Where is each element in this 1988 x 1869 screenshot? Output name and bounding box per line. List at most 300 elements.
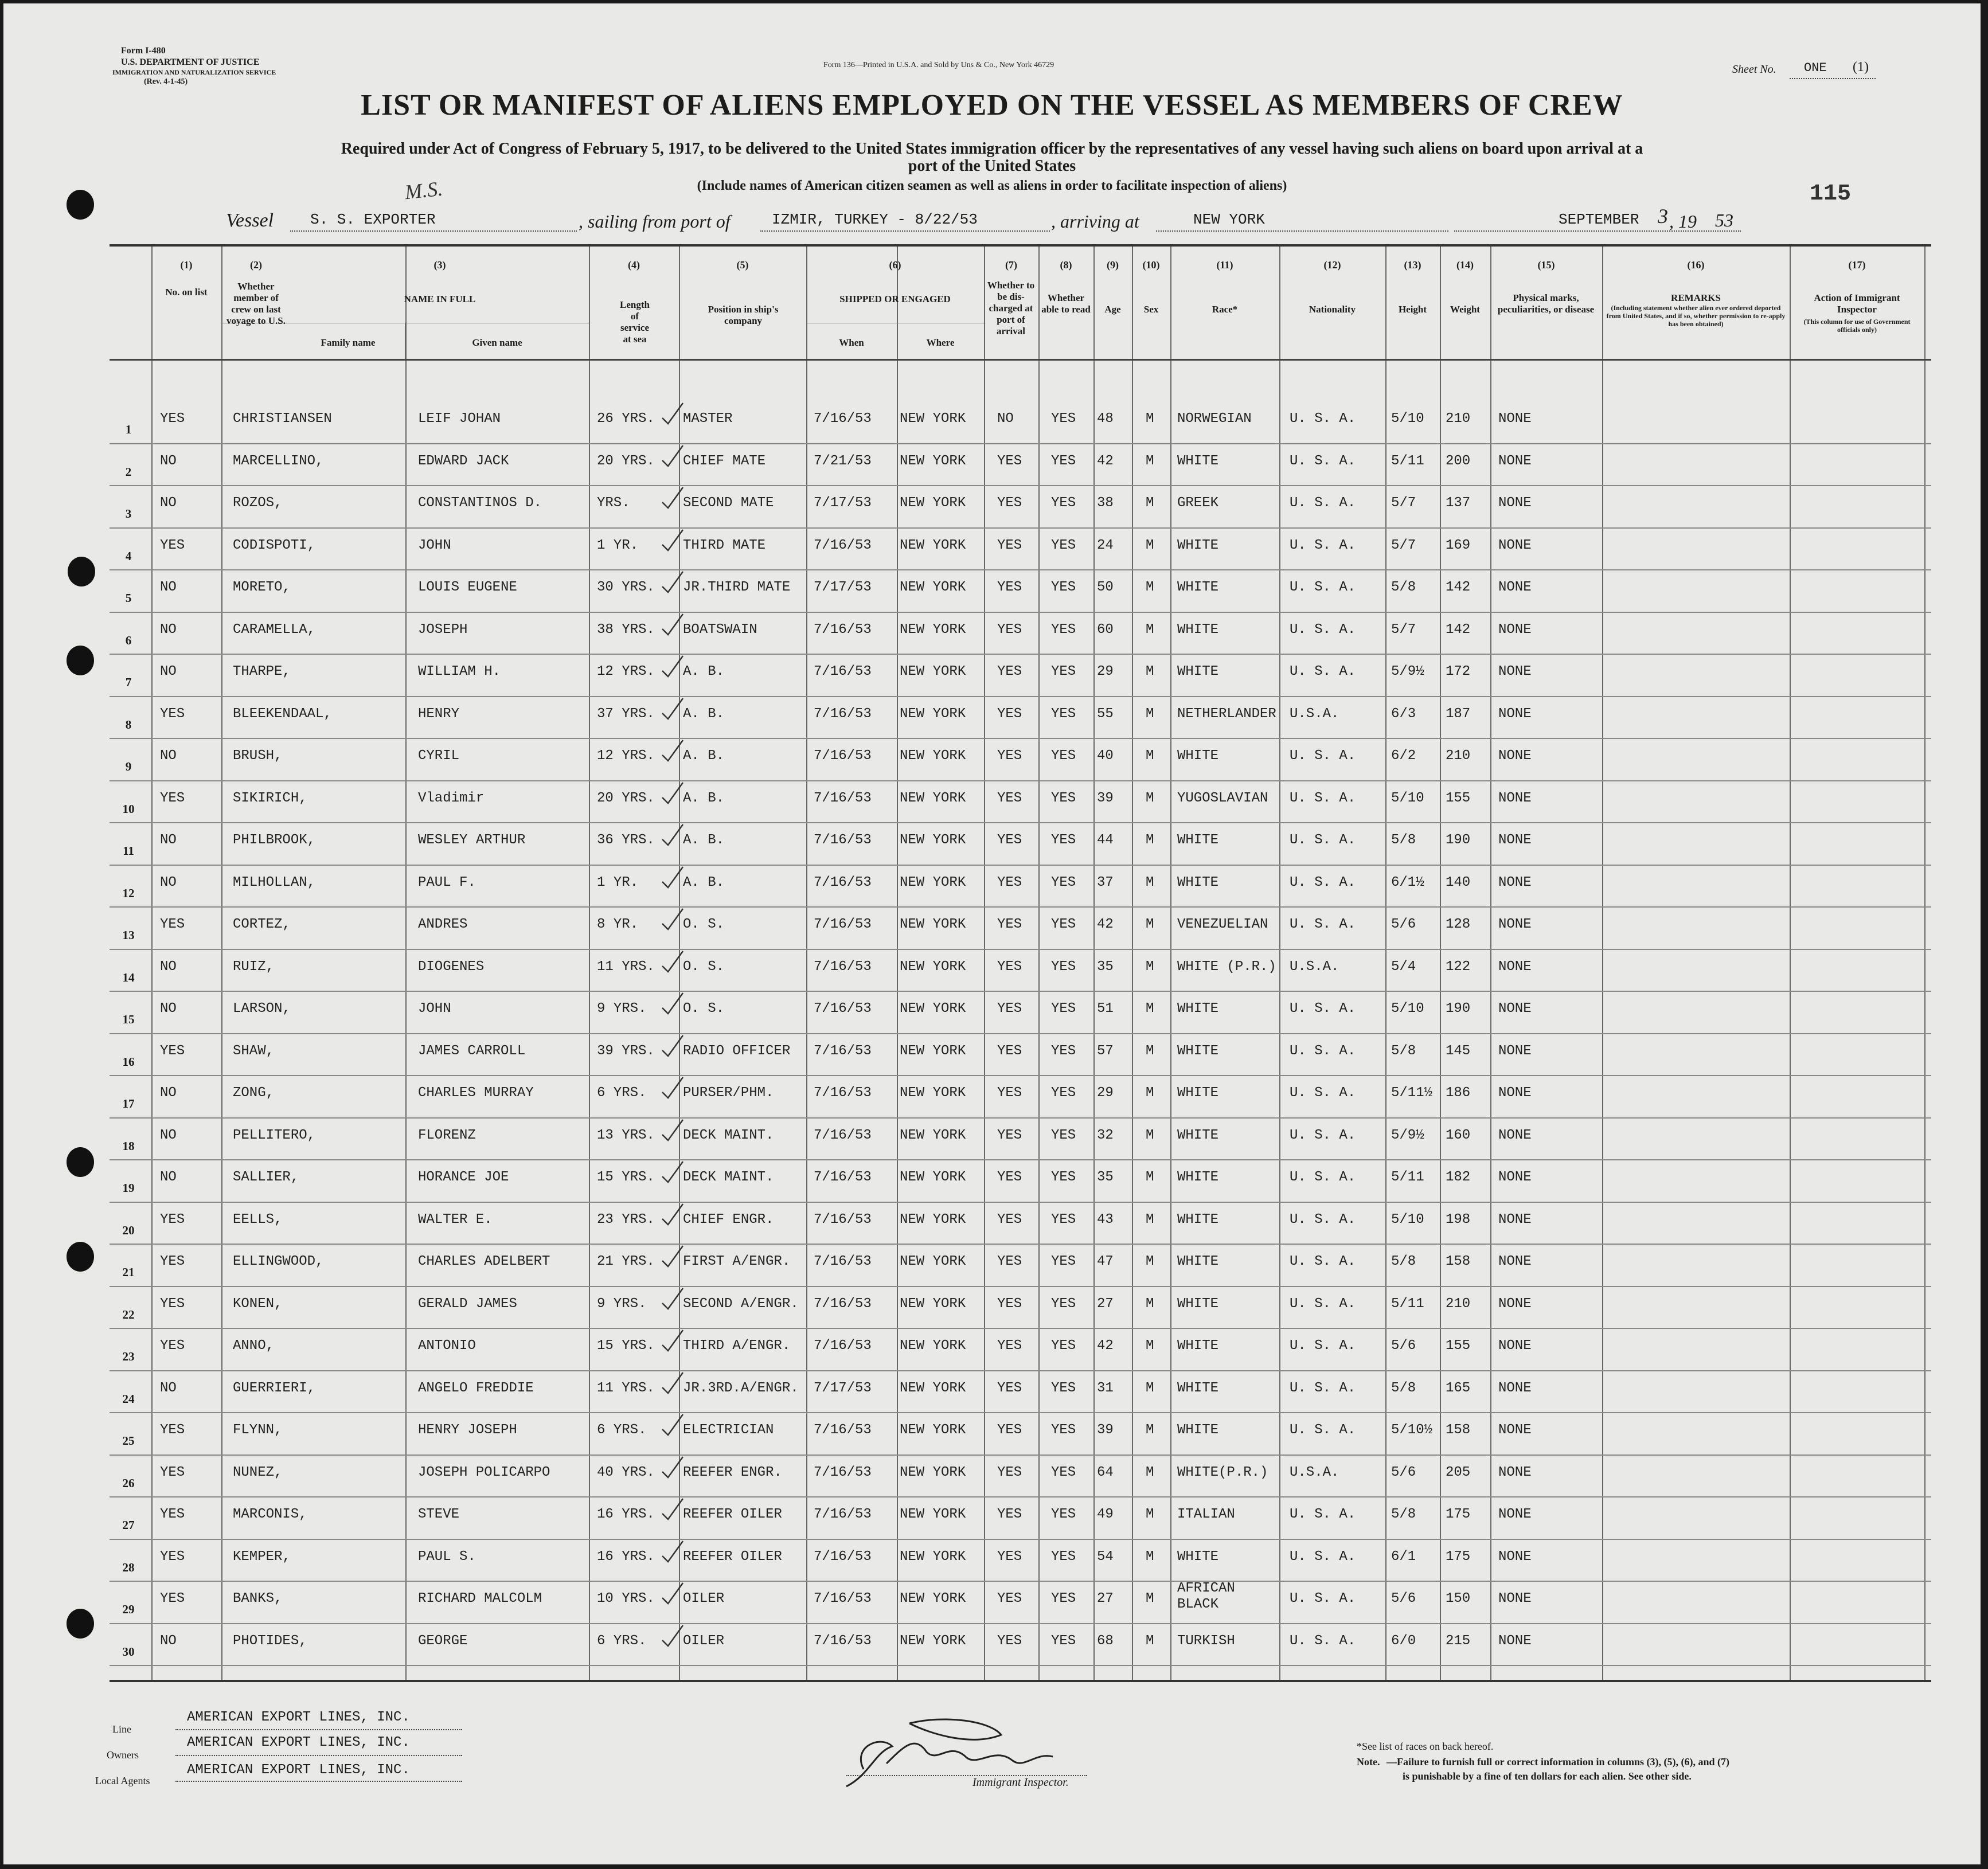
physical-marks-cell: NONE [1498, 790, 1532, 806]
punch-hole [67, 1147, 94, 1177]
able-to-read-cell: YES [1051, 1633, 1076, 1649]
able-to-read-cell: YES [1051, 1464, 1076, 1480]
local-agents-label: Local Agents [95, 1775, 150, 1786]
length-of-service-cell: 36 YRS. [597, 832, 655, 848]
position-cell: OILER [683, 1591, 725, 1606]
last-voyage-cell: NO [160, 664, 177, 679]
physical-marks-cell: NONE [1498, 1127, 1532, 1143]
table-row [110, 952, 1931, 989]
line-value: AMERICAN EXPORT LINES, INC. [187, 1710, 410, 1725]
revision: (Rev. 4-1-45) [144, 77, 188, 86]
table-row [110, 1037, 1931, 1073]
age-cell: 35 [1097, 1170, 1114, 1185]
given-name-cell: CONSTANTINOS D. [418, 495, 542, 511]
position-cell: O. S. [683, 959, 725, 975]
race-cell: WHITE [1177, 621, 1219, 638]
able-to-read-cell: YES [1051, 621, 1076, 638]
sex-cell: M [1146, 411, 1154, 427]
position-cell: RADIO OFFICER [683, 1043, 791, 1059]
shipped-when-cell: 7/16/53 [814, 790, 872, 806]
shipped-where-cell: NEW YORK [900, 959, 966, 975]
last-voyage-cell: NO [160, 1633, 177, 1649]
height-cell: 5/4 [1391, 959, 1416, 975]
nationality-cell: U.S.A. [1290, 706, 1339, 722]
last-voyage-cell: YES [160, 1422, 185, 1438]
row-number: 22 [122, 1307, 135, 1321]
col-13-num: (13) [1404, 259, 1421, 271]
sex-cell: M [1146, 1211, 1154, 1227]
given-name-cell: JOHN [418, 537, 451, 553]
arriving-line [1156, 230, 1448, 232]
table-row [110, 910, 1931, 947]
nationality-cell: U. S. A. [1290, 453, 1356, 469]
col-1-header: No. on list [165, 287, 208, 298]
length-of-service-cell: 15 YRS. [597, 1170, 655, 1185]
arriving-label: , arriving at [1051, 211, 1139, 232]
check-mark-icon [660, 822, 685, 847]
check-mark-icon [660, 612, 685, 637]
col-15-header: Physical marks, peculiarities, or disease [1497, 292, 1595, 315]
shipped-where-cell: NEW YORK [900, 1001, 966, 1016]
height-cell: 6/0 [1391, 1633, 1416, 1649]
nationality-cell: U. S. A. [1290, 1422, 1356, 1438]
able-to-read-cell: YES [1051, 1338, 1076, 1354]
length-of-service-cell: 8 YR. [597, 917, 639, 932]
height-cell: 6/1 [1391, 1549, 1416, 1565]
col-3-given-header: Given name [472, 337, 522, 348]
punch-hole [68, 557, 95, 586]
table-row [110, 573, 1931, 609]
table-row [110, 531, 1931, 568]
race-cell: VENEZUELIAN [1177, 917, 1268, 932]
manifest-sheet [3, 3, 1981, 1864]
length-of-service-cell: 13 YRS. [597, 1127, 655, 1143]
punch-hole [67, 1609, 94, 1639]
age-cell: 51 [1097, 1001, 1114, 1016]
shipped-when-cell: 7/16/53 [814, 1211, 872, 1227]
shipped-where-cell: NEW YORK [900, 1380, 966, 1396]
nationality-cell: U.S.A. [1290, 1464, 1339, 1480]
age-cell: 38 [1097, 495, 1114, 511]
sex-cell: M [1146, 917, 1154, 932]
year-prefix: , 19 [1669, 211, 1697, 232]
nationality-cell: U. S. A. [1290, 1296, 1356, 1312]
able-to-read-cell: YES [1051, 1170, 1076, 1185]
sex-cell: M [1146, 790, 1154, 806]
shipped-where-cell: NEW YORK [900, 1127, 966, 1143]
age-cell: 57 [1097, 1043, 1114, 1059]
age-cell: 42 [1097, 917, 1114, 932]
sex-cell: M [1146, 1043, 1154, 1059]
discharged-cell: YES [997, 1001, 1022, 1016]
length-of-service-cell: YRS. [597, 495, 630, 511]
height-cell: 5/8 [1391, 1043, 1416, 1059]
given-name-cell: ANTONIO [418, 1338, 476, 1354]
vessel-label: Vessel [226, 210, 274, 231]
sailing-from-port: IZMIR, TURKEY - 8/22/53 [772, 211, 978, 228]
subtitle-1: Required under Act of Congress of February 5, 1917, to be delivered to the United States immigration officer by the representatives of any vessel having such aliens on board upon arrival at a [341, 140, 1643, 158]
shipped-where-cell: NEW YORK [900, 1633, 966, 1649]
position-cell: REEFER ENGR. [683, 1464, 782, 1480]
family-name-cell: BANKS, [233, 1591, 283, 1606]
race-cell: WHITE [1177, 1549, 1219, 1565]
vessel-name: S. S. EXPORTER [310, 211, 436, 228]
age-cell: 32 [1097, 1127, 1114, 1143]
shipped-where-cell: NEW YORK [900, 1422, 966, 1438]
position-cell: A. B. [683, 748, 725, 764]
family-name-cell: ELLINGWOOD, [233, 1254, 324, 1269]
check-mark-icon [660, 527, 685, 553]
given-name-cell: WESLEY ARTHUR [418, 832, 526, 848]
last-voyage-cell: NO [160, 453, 177, 469]
last-voyage-cell: YES [160, 790, 185, 806]
able-to-read-cell: YES [1051, 959, 1076, 975]
discharged-cell: YES [997, 1043, 1022, 1059]
inspector-caption: Immigrant Inspector. [972, 1776, 1069, 1789]
discharged-cell: YES [997, 537, 1022, 553]
length-of-service-cell: 10 YRS. [597, 1591, 655, 1606]
position-cell: REEFER OILER [683, 1549, 782, 1565]
weight-cell: 137 [1446, 495, 1471, 511]
nationality-cell: U. S. A. [1290, 874, 1356, 890]
race-cell: WHITE [1177, 1296, 1219, 1312]
shipped-when-cell: 7/16/53 [814, 1633, 872, 1649]
col-6-where-header: Where [926, 337, 955, 348]
arrival-day: 3 [1658, 205, 1668, 228]
sex-cell: M [1146, 453, 1154, 469]
weight-cell: 155 [1446, 1338, 1471, 1354]
able-to-read-cell: YES [1051, 706, 1076, 722]
weight-cell: 210 [1446, 748, 1471, 764]
position-cell: O. S. [683, 917, 725, 932]
weight-cell: 160 [1446, 1127, 1471, 1143]
physical-marks-cell: NONE [1498, 495, 1532, 511]
height-cell: 6/2 [1391, 748, 1416, 764]
able-to-read-cell: YES [1051, 1043, 1076, 1059]
race-cell: WHITE [1177, 1043, 1219, 1059]
weight-cell: 210 [1446, 1296, 1471, 1312]
row-number: 14 [122, 970, 135, 984]
col-8-num: (8) [1060, 259, 1072, 271]
nationality-cell: U. S. A. [1290, 917, 1356, 932]
given-name-cell: LEIF JOHAN [418, 411, 501, 427]
shipped-when-cell: 7/21/53 [814, 453, 872, 469]
sheet-number-paren: (1) [1853, 60, 1869, 75]
nationality-cell: U. S. A. [1290, 748, 1356, 764]
shipped-when-cell: 7/16/53 [814, 1085, 872, 1101]
col-6-num: (6) [889, 259, 901, 271]
able-to-read-cell: YES [1051, 790, 1076, 806]
table-row [110, 657, 1931, 694]
handwritten-annotation: M.S. [404, 177, 444, 204]
check-mark-icon [660, 1117, 685, 1143]
family-name-cell: MARCELLINO, [233, 453, 324, 469]
age-cell: 24 [1097, 537, 1114, 553]
shipped-where-cell: NEW YORK [900, 1254, 966, 1269]
discharged-cell: YES [997, 1338, 1022, 1354]
position-cell: MASTER [683, 411, 733, 427]
height-cell: 5/8 [1391, 1507, 1416, 1522]
discharged-cell: YES [997, 1127, 1022, 1143]
age-cell: 31 [1097, 1380, 1114, 1396]
position-cell: PURSER/PHM. [683, 1085, 774, 1101]
col-14-header: Weight [1450, 304, 1480, 315]
given-name-cell: PAUL F. [418, 874, 476, 890]
height-cell: 5/8 [1391, 832, 1416, 848]
last-voyage-cell: YES [160, 1591, 185, 1606]
height-cell: 5/10½ [1391, 1422, 1433, 1438]
discharged-cell: YES [997, 1633, 1022, 1649]
sex-cell: M [1146, 1633, 1154, 1649]
family-name-cell: THARPE, [233, 664, 291, 679]
col-5-header: Position in ship's company [708, 304, 779, 326]
physical-marks-cell: NONE [1498, 537, 1532, 553]
discharged-cell: YES [997, 1085, 1022, 1101]
able-to-read-cell: YES [1051, 1127, 1076, 1143]
length-of-service-cell: 40 YRS. [597, 1464, 655, 1480]
check-mark-icon [660, 1496, 685, 1522]
discharged-cell: YES [997, 1422, 1022, 1438]
race-cell: WHITE [1177, 832, 1219, 848]
check-mark-icon [660, 949, 685, 974]
length-of-service-cell: 23 YRS. [597, 1211, 655, 1227]
col-6-header: SHIPPED OR ENGAGED [839, 294, 951, 304]
physical-marks-cell: NONE [1498, 706, 1532, 722]
sex-cell: M [1146, 1591, 1154, 1606]
last-voyage-cell: YES [160, 1338, 185, 1354]
shipped-when-cell: 7/16/53 [814, 1170, 872, 1185]
col-7-num: (7) [1005, 259, 1017, 271]
length-of-service-cell: 6 YRS. [597, 1085, 647, 1101]
discharged-cell: YES [997, 1254, 1022, 1269]
weight-cell: 175 [1446, 1507, 1471, 1522]
family-name-cell: MORETO, [233, 580, 291, 595]
discharged-cell: YES [997, 664, 1022, 679]
shipped-where-cell: NEW YORK [900, 1043, 966, 1059]
race-cell: WHITE [1177, 664, 1219, 679]
col-3-header: NAME IN FULL [404, 294, 476, 304]
able-to-read-cell: YES [1051, 832, 1076, 848]
height-cell: 5/10 [1391, 411, 1424, 427]
sex-cell: M [1146, 1085, 1154, 1101]
sex-cell: M [1146, 1296, 1154, 1312]
shipped-when-cell: 7/16/53 [814, 1043, 872, 1059]
weight-cell: 187 [1446, 706, 1471, 722]
physical-marks-cell: NONE [1498, 580, 1532, 595]
check-mark-icon [660, 1370, 685, 1395]
sailing-from-label: , sailing from port of [579, 211, 731, 232]
col-15-num: (15) [1537, 259, 1555, 271]
position-cell: CHIEF ENGR. [683, 1211, 774, 1227]
physical-marks-cell: NONE [1498, 1464, 1532, 1480]
given-name-cell: Vladimir [418, 790, 485, 806]
length-of-service-cell: 15 YRS. [597, 1338, 655, 1354]
sex-cell: M [1146, 874, 1154, 890]
check-mark-icon [660, 443, 685, 468]
height-cell: 5/10 [1391, 1211, 1424, 1227]
age-cell: 55 [1097, 706, 1114, 722]
note-line-1: —Failure to furnish full or correct information in columns (3), (5), (6), and (7) [1386, 1756, 1729, 1768]
position-cell: DECK MAINT. [683, 1170, 774, 1185]
nationality-cell: U. S. A. [1290, 832, 1356, 848]
race-cell: WHITE (P.R.) [1177, 959, 1276, 975]
race-cell: WHITE [1177, 1338, 1219, 1354]
length-of-service-cell: 16 YRS. [597, 1549, 655, 1565]
position-cell: A. B. [683, 832, 725, 848]
length-of-service-cell: 1 YR. [597, 537, 639, 553]
given-name-cell: JOHN [418, 1001, 451, 1016]
given-name-cell: DIOGENES [418, 959, 485, 975]
check-mark-icon [660, 1623, 685, 1648]
owners-value: AMERICAN EXPORT LINES, INC. [187, 1735, 410, 1750]
family-name-cell: KEMPER, [233, 1549, 291, 1565]
row-number: 17 [122, 1097, 135, 1111]
punch-hole [67, 1242, 94, 1272]
height-cell: 5/6 [1391, 1338, 1416, 1354]
shipped-when-cell: 7/16/53 [814, 706, 872, 722]
able-to-read-cell: YES [1051, 580, 1076, 595]
sheet-number-line [1790, 78, 1876, 79]
able-to-read-cell: YES [1051, 664, 1076, 679]
position-cell: CHIEF MATE [683, 453, 766, 469]
family-name-cell: BLEEKENDAAL, [233, 706, 332, 722]
position-cell: JR.3RD.A/ENGR. [683, 1380, 799, 1396]
nationality-cell: U. S. A. [1290, 495, 1356, 511]
race-cell: NORWEGIAN [1177, 411, 1252, 427]
shipped-when-cell: 7/16/53 [814, 1296, 872, 1312]
arrival-year: 53 [1715, 210, 1733, 230]
check-mark-icon [660, 401, 685, 426]
given-name-cell: JAMES CARROLL [418, 1043, 526, 1059]
physical-marks-cell: NONE [1498, 1591, 1532, 1606]
table-row [110, 1247, 1931, 1284]
weight-cell: 142 [1446, 580, 1471, 595]
height-cell: 5/11½ [1391, 1085, 1433, 1101]
col-16-subheader: (Including statement whether alien ever ordered deported from United States, and if so, whether permission to re-apply has been obtained) [1606, 304, 1786, 328]
table-row [110, 699, 1931, 736]
col-14-num: (14) [1456, 259, 1474, 271]
sex-cell: M [1146, 1338, 1154, 1354]
given-name-cell: PAUL S. [418, 1549, 476, 1565]
last-voyage-cell: NO [160, 1380, 177, 1396]
length-of-service-cell: 20 YRS. [597, 790, 655, 806]
row-number: 2 [125, 464, 132, 479]
nationality-cell: U. S. A. [1290, 1254, 1356, 1269]
age-cell: 42 [1097, 1338, 1114, 1354]
row-number: 7 [125, 675, 132, 689]
col-1-num: (1) [180, 259, 193, 271]
weight-cell: 145 [1446, 1043, 1471, 1059]
age-cell: 37 [1097, 874, 1114, 890]
given-name-cell: EDWARD JACK [418, 453, 509, 469]
col-9-header: Age [1104, 304, 1121, 315]
nationality-cell: U. S. A. [1290, 1043, 1356, 1059]
physical-marks-cell: NONE [1498, 621, 1532, 638]
able-to-read-cell: YES [1051, 411, 1076, 427]
last-voyage-cell: YES [160, 706, 185, 722]
position-cell: SECOND A/ENGR. [683, 1296, 799, 1312]
page-number: 115 [1810, 181, 1852, 207]
discharged-cell: YES [997, 748, 1022, 764]
race-cell: WHITE [1177, 1422, 1219, 1438]
discharged-cell: YES [997, 790, 1022, 806]
shipped-where-cell: NEW YORK [900, 1170, 966, 1185]
family-name-cell: BRUSH, [233, 748, 283, 764]
age-cell: 39 [1097, 790, 1114, 806]
row-number: 15 [122, 1012, 135, 1026]
position-cell: SECOND MATE [683, 495, 774, 511]
weight-cell: 205 [1446, 1464, 1471, 1480]
sex-cell: M [1146, 1001, 1154, 1016]
age-cell: 42 [1097, 453, 1114, 469]
shipped-where-cell: NEW YORK [900, 917, 966, 932]
length-of-service-cell: 16 YRS. [597, 1507, 655, 1522]
age-cell: 60 [1097, 621, 1114, 638]
position-cell: O. S. [683, 1001, 725, 1016]
height-cell: 6/1½ [1391, 874, 1424, 890]
sex-cell: M [1146, 959, 1154, 975]
check-mark-icon [660, 1202, 685, 1227]
row-number: 3 [125, 507, 132, 521]
able-to-read-cell: YES [1051, 1507, 1076, 1522]
line-label: Line [112, 1723, 131, 1735]
last-voyage-cell: NO [160, 1001, 177, 1016]
discharged-cell: YES [997, 1591, 1022, 1606]
physical-marks-cell: NONE [1498, 1211, 1532, 1227]
family-name-cell: PELLITERO, [233, 1127, 316, 1143]
position-cell: THIRD A/ENGR. [683, 1338, 791, 1354]
given-name-cell: FLORENZ [418, 1127, 476, 1143]
age-cell: 50 [1097, 580, 1114, 595]
given-name-cell: GERALD JAMES [418, 1296, 517, 1312]
shipped-where-cell: NEW YORK [900, 1296, 966, 1312]
height-cell: 5/8 [1391, 580, 1416, 595]
family-name-cell: SALLIER, [233, 1170, 299, 1185]
col-4-header: Length of service at sea [620, 299, 650, 345]
table-row [110, 1542, 1931, 1579]
last-voyage-cell: NO [160, 748, 177, 764]
physical-marks-cell: NONE [1498, 1170, 1532, 1185]
family-name-cell: GUERRIERI, [233, 1380, 316, 1396]
discharged-cell: YES [997, 706, 1022, 722]
shipped-where-cell: NEW YORK [900, 706, 966, 722]
row-number: 23 [122, 1350, 135, 1363]
check-mark-icon [660, 1328, 685, 1353]
given-name-cell: LOUIS EUGENE [418, 580, 517, 595]
given-name-cell: HENRY [418, 706, 460, 722]
row-number: 30 [122, 1644, 135, 1659]
length-of-service-cell: 6 YRS. [597, 1633, 647, 1649]
able-to-read-cell: YES [1051, 1549, 1076, 1565]
shipped-where-cell: NEW YORK [900, 411, 966, 427]
check-mark-icon [660, 906, 685, 932]
nationality-cell: U. S. A. [1290, 1633, 1356, 1649]
col-16-header: REMARKS [1671, 292, 1721, 303]
weight-cell: 190 [1446, 832, 1471, 848]
position-cell: A. B. [683, 874, 725, 890]
table-row [110, 1416, 1931, 1452]
crew-table [110, 244, 1931, 1682]
position-cell: THIRD MATE [683, 537, 766, 553]
subtitle-3: (Include names of American citizen seamen as well as aliens in order to facilitate inspection of aliens) [697, 178, 1287, 193]
shipped-when-cell: 7/16/53 [814, 917, 872, 932]
race-cell: ITALIAN [1177, 1507, 1235, 1522]
col-12-num: (12) [1323, 259, 1341, 271]
race-cell: WHITE [1177, 1211, 1219, 1227]
race-cell: WHITE [1177, 874, 1219, 890]
arriving-port: NEW YORK [1193, 211, 1265, 228]
age-cell: 44 [1097, 832, 1114, 848]
